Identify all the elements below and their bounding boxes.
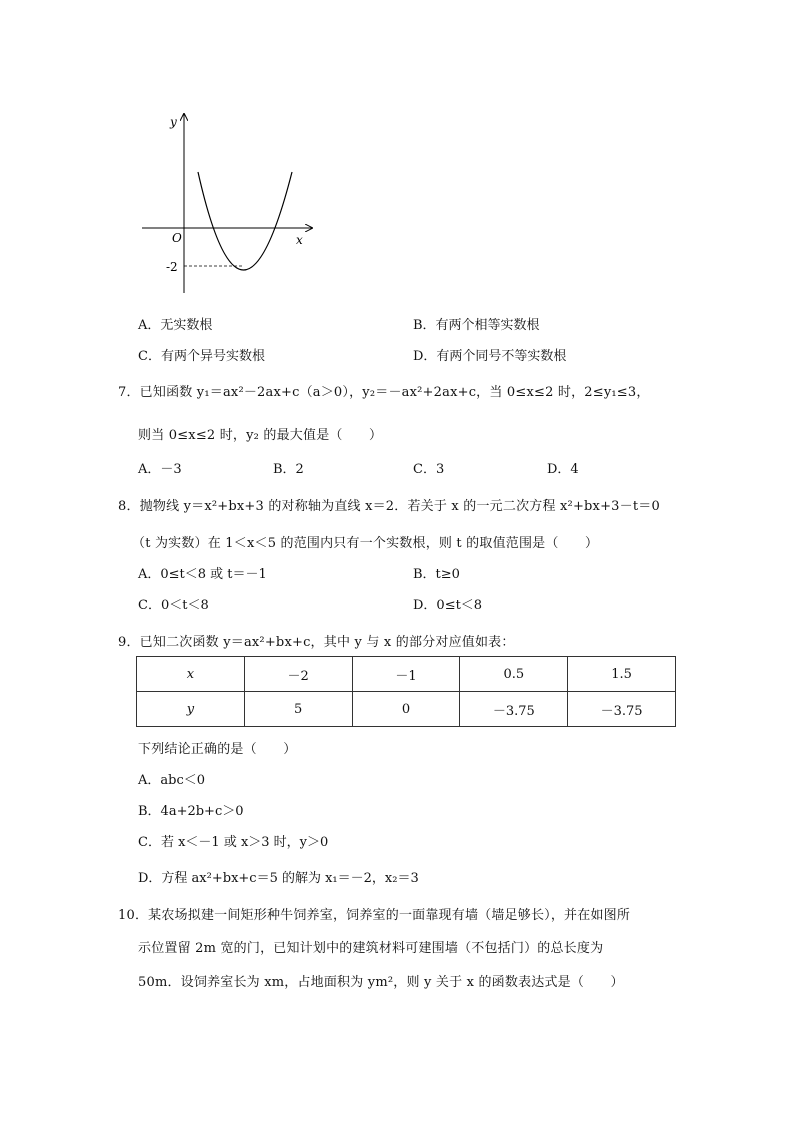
value-table — [136, 656, 676, 727]
table-cell: 5 — [244, 692, 352, 727]
q7-option-b[interactable]: B．2 — [273, 462, 304, 477]
table-row — [137, 692, 676, 727]
q9-option-a[interactable]: A．abc＜0 — [138, 773, 206, 788]
q7-stem-line1: 7．已知函数 y₁＝ax²－2ax+c（a＞0），y₂＝－ax²+2ax+c，当 0≤x≤2 时，2≤y₁≤3， — [118, 385, 650, 400]
table-cell: x — [137, 657, 245, 692]
q9-option-d[interactable]: D．方程 ax²+bx+c＝5 的解为 x₁＝－2，x₂＝3 — [138, 871, 419, 886]
q8-stem-line2: （t 为实数）在 1＜x＜5 的范围内只有一个实数根，则 t 的取值范围是（ ） — [132, 536, 599, 551]
x-axis-label: x — [296, 233, 303, 247]
min-value-label: -2 — [166, 260, 178, 274]
y-axis-label: y — [170, 115, 177, 129]
q10-stem-line3: 50m．设饲养室长为 xm，占地面积为 ym²，则 y 关于 x 的函数表达式是（ ） — [138, 975, 624, 990]
table-cell: 0.5 — [460, 657, 568, 692]
table-cell: －3.75 — [568, 692, 676, 727]
q8-stem-line1: 8．抛物线 y＝x²+bx+3 的对称轴为直线 x＝2．若关于 x 的一元二次方程 x²+bx+3－t＝0 — [118, 499, 660, 514]
q9-prompt: 下列结论正确的是（ ） — [138, 742, 297, 757]
q8-option-b[interactable]: B．t≥0 — [413, 567, 460, 582]
q7-option-a[interactable]: A．－3 — [138, 462, 182, 477]
origin-label: O — [172, 231, 182, 245]
table-cell: 1.5 — [568, 657, 676, 692]
table-cell: －2 — [244, 657, 352, 692]
parabola-graph — [140, 108, 320, 298]
q6-option-b[interactable]: B．有两个相等实数根 — [413, 318, 540, 333]
parabola-curve — [198, 172, 292, 270]
q9-option-c[interactable]: C．若 x＜－1 或 x＞3 时，y＞0 — [138, 835, 329, 850]
q7-option-c[interactable]: C．3 — [413, 462, 445, 477]
q7-option-d[interactable]: D．4 — [547, 462, 579, 477]
q6-option-c[interactable]: C．有两个异号实数根 — [138, 349, 265, 364]
q9-stem-line1: 9．已知二次函数 y＝ax²+bx+c，其中 y 与 x 的部分对应值如表： — [118, 635, 515, 650]
q6-option-a[interactable]: A．无实数根 — [138, 318, 213, 333]
q8-option-a[interactable]: A．0≤t＜8 或 t＝－1 — [138, 567, 267, 582]
q8-option-d[interactable]: D．0≤t＜8 — [413, 598, 483, 613]
q9-option-b[interactable]: B．4a+2b+c＞0 — [138, 804, 244, 819]
q10-stem-line2: 示位置留 2m 宽的门，已知计划中的建筑材料可建围墙（不包括门）的总长度为 — [138, 941, 604, 956]
table-cell: 0 — [352, 692, 460, 727]
q6-option-d[interactable]: D．有两个同号不等实数根 — [413, 349, 567, 364]
table-cell: －1 — [352, 657, 460, 692]
table-cell: y — [137, 692, 245, 727]
q7-stem-line2: 则当 0≤x≤2 时，y₂ 的最大值是（ ） — [138, 428, 383, 443]
q10-stem-line1: 10．某农场拟建一间矩形种牛饲养室，饲养室的一面靠现有墙（墙足够长），并在如图所 — [118, 908, 631, 923]
q8-option-c[interactable]: C．0＜t＜8 — [138, 598, 209, 613]
table-row — [137, 657, 676, 692]
table-cell: －3.75 — [460, 692, 568, 727]
